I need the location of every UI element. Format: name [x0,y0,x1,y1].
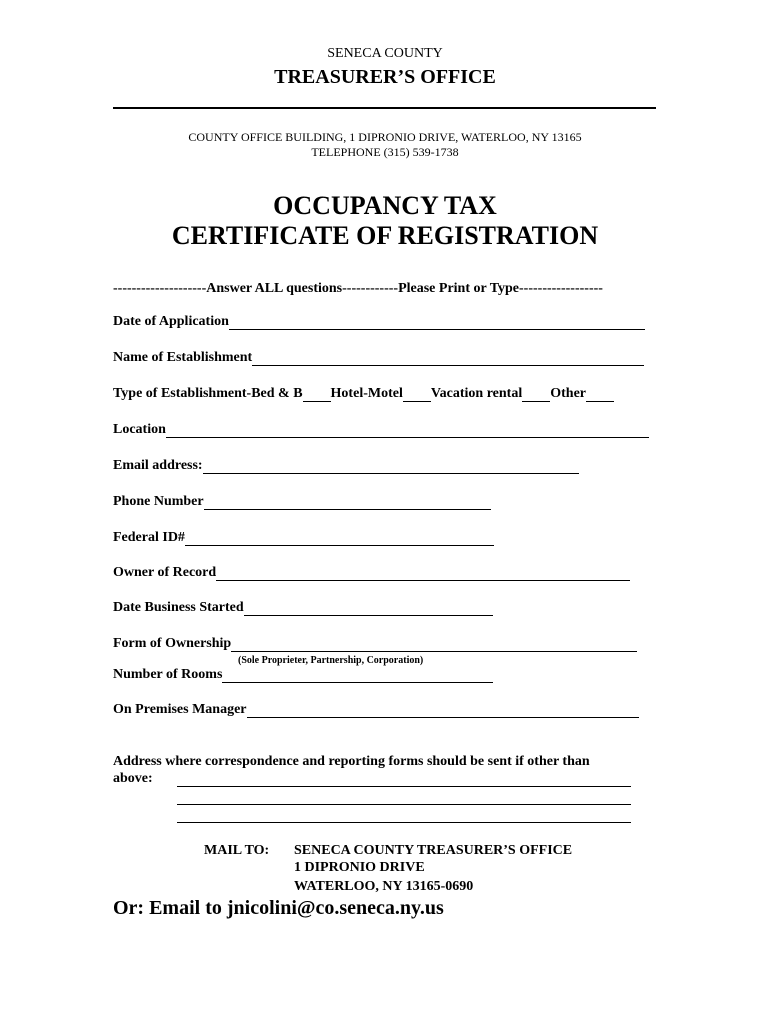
correspondence-address-line-3[interactable] [177,822,631,823]
form-of-ownership-label: Form of Ownership [113,636,232,651]
on-premises-manager-label: On Premises Manager [113,702,247,717]
date-business-started-label: Date Business Started [113,600,244,615]
owner-of-record-label: Owner of Record [113,565,217,580]
federal-id-label: Federal ID# [113,530,185,545]
date-business-started-field[interactable] [244,601,493,616]
type-of-establishment-label: Type of Establishment- [113,386,252,401]
office-address: COUNTY OFFICE BUILDING, 1 DIPRONIO DRIVE, WATERLOO, NY 13165 [188,130,582,144]
date-of-application-row [113,314,645,334]
location-row [113,422,649,442]
owner-of-record-field[interactable] [216,566,630,581]
on-premises-manager-field[interactable] [247,703,639,718]
correspondence-address-line-1[interactable] [177,786,631,787]
form-of-ownership-hint: (Sole Proprieter, Partnership, Corporation) [238,655,424,666]
date-business-started-row [113,600,493,620]
type-of-establishment-row [113,386,614,406]
phone-number-field[interactable] [204,495,491,510]
name-of-establishment-field[interactable] [252,351,644,366]
correspondence-address-line-2[interactable] [177,804,631,805]
type-option-bed-and-breakfast: Bed & B [251,386,330,402]
form-instructions: --------------------Answer ALL questions------------Please Print or Type------------------ [113,281,603,296]
type-option-other: Other [550,386,614,402]
on-premises-manager-row [113,702,639,722]
email-submission-note: Or: Email to jnicolini@co.seneca.ny.us [113,897,444,919]
mail-to-line1: SENECA COUNTY TREASURER’S OFFICE [294,843,573,858]
office-telephone: TELEPHONE (315) 539-1738 [311,145,459,159]
location-field[interactable] [166,423,649,438]
type-option-hotel-motel: Hotel-Motel [331,386,431,402]
phone-number-row [113,494,491,514]
type-option-vacation-rental: Vacation rental [431,386,550,402]
correspondence-instruction: Address where correspondence and reporting forms should be sent if other than [113,754,590,769]
email-address-label: Email address: [113,458,203,473]
correspondence-above-label: above: [113,771,153,786]
form-title-line2: CERTIFICATE OF REGISTRATION [171,221,599,250]
other-blank[interactable] [586,387,614,402]
federal-id-field[interactable] [185,531,494,546]
form-title-line1: OCCUPANCY TAX [273,191,497,220]
bed-and-breakfast-blank[interactable] [303,387,331,402]
date-of-application-label: Date of Application [113,314,229,329]
hotel-motel-blank[interactable] [403,387,431,402]
form-of-ownership-field[interactable] [231,637,637,652]
email-address-field[interactable] [203,459,579,474]
mail-to-line3: WATERLOO, NY 13165-0690 [294,879,474,894]
date-of-application-field[interactable] [229,315,645,330]
federal-id-row [113,530,494,550]
location-label: Location [113,422,166,437]
mail-to-line2: 1 DIPRONIO DRIVE [294,860,425,875]
email-address-row [113,458,579,478]
vacation-rental-blank[interactable] [522,387,550,402]
county-name: SENECA COUNTY [327,46,443,61]
name-of-establishment-label: Name of Establishment [113,350,253,365]
mail-to-label: MAIL TO: [204,843,270,858]
name-of-establishment-row [113,350,644,370]
number-of-rooms-label: Number of Rooms [113,667,223,682]
form-of-ownership-row [113,636,637,656]
office-name: TREASURER’S OFFICE [274,66,496,88]
header-divider [113,107,656,109]
phone-number-label: Phone Number [113,494,204,509]
number-of-rooms-field[interactable] [222,668,493,683]
number-of-rooms-row [113,667,493,687]
owner-of-record-row [113,565,630,585]
